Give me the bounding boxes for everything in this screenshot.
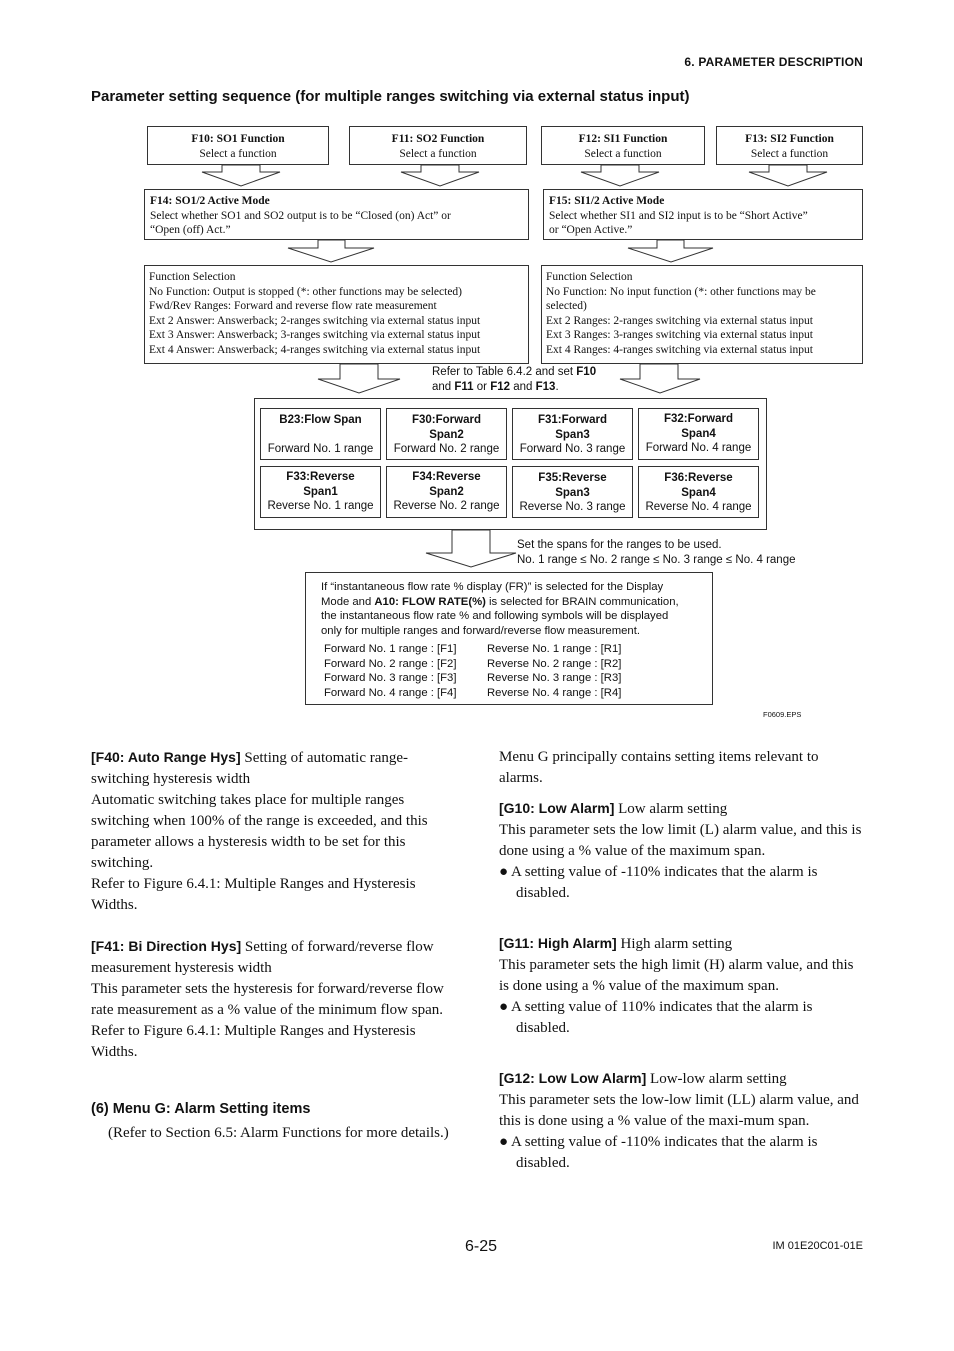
refer-note-text: and: [432, 380, 455, 393]
arrow-f12: [581, 165, 659, 186]
arrow-spans: [426, 530, 516, 567]
span-cell-f33: [260, 466, 381, 518]
g11-body: This parameter sets the high limit (H) alarm value, and this is done using a % value of the maximum span.: [499, 957, 854, 994]
function-selection-output-box: [144, 265, 529, 364]
f10-desc: Select a function: [199, 147, 277, 160]
f13-code: F13: SI2 Function: [745, 133, 834, 145]
bullet-icon: ●: [499, 999, 509, 1015]
span-code-2: Span2: [429, 428, 464, 441]
f13-desc: Select a function: [750, 147, 829, 160]
g10-body: This parameter sets the low limit (L) alarm value, and this is done using a % value of the maximum span.: [499, 822, 862, 859]
arrow-f15: [628, 240, 713, 262]
span-desc: Reverse No. 4 range: [645, 501, 752, 513]
arrow-f11: [401, 165, 479, 186]
f15-desc-line2: or “Open Active.”: [549, 224, 633, 236]
g10-keyword: [G10: Low Alarm]: [499, 800, 615, 816]
g11-title: High alarm setting: [616, 936, 733, 952]
span-note-line: Set the spans for the ranges to be used.: [517, 539, 722, 551]
span-note-line: No. 1 range ≤ No. 2 range ≤ No. 3 range ≤ No. 4 range: [517, 553, 796, 566]
fs-right-line: Ext 4 Ranges: 4-ranges switching via external status input: [546, 343, 813, 356]
refer-note-param: F10: [576, 366, 597, 378]
f14-desc-line1: Select whether SO1 and SO2 output is to be “Closed (on) Act” or: [150, 209, 451, 222]
span-desc: Forward No. 1 range: [267, 443, 374, 455]
refer-note-text: and: [510, 380, 536, 393]
fr-reverse-list: [487, 642, 621, 700]
g11-note-text: A setting value of 110% indicates that the alarm is disabled.: [511, 999, 813, 1036]
span-code: F34:Reverse: [412, 471, 481, 483]
f10-code: F10: SO1 Function: [191, 133, 285, 145]
f14-desc-line2: “Open (off) Act.”: [150, 224, 231, 236]
function-selection-input-box: [541, 265, 863, 364]
fr-reverse-item: Reverse No. 2 range : [R2]: [487, 657, 622, 670]
section-header: 6. PARAMETER DESCRIPTION: [684, 55, 863, 69]
f13-box: [716, 126, 863, 165]
span-cell-f30: [386, 408, 507, 460]
fr-param: A10: FLOW RATE(%): [374, 595, 486, 608]
span-cell-b23: [260, 408, 381, 460]
span-desc: Forward No. 2 range: [393, 443, 500, 455]
refer-note-param: F11: [454, 380, 474, 393]
span-code-2: [261, 428, 380, 443]
span-desc: Forward No. 4 range: [645, 442, 752, 454]
span-cell-f32: [638, 408, 759, 460]
refer-note: [432, 365, 596, 394]
f11-desc: Select a function: [399, 147, 477, 160]
refer-note-param: F12: [490, 380, 511, 393]
g11-paragraph: [499, 933, 863, 955]
page-number: 6-25: [465, 1238, 498, 1255]
f40-body: Automatic switching takes place for multiple ranges switching when 100% of the range is exceeded, and this parameter allows a hysteresis width to be set for this switching.: [91, 792, 428, 871]
fs-right-line: No Function: No input function (*: other functions may be: [546, 285, 816, 298]
menu-g-heading: (6) Menu G: Alarm Setting items: [91, 1101, 311, 1117]
span-code: F35:Reverse: [538, 472, 607, 484]
refer-note-param: F13: [535, 380, 556, 393]
f15-box: [543, 189, 863, 240]
f40-title: Setting of automatic range-switching hysteresis width: [91, 750, 409, 787]
fr-line: If “instantaneous flow rate % display (FR)” is selected for the Display: [321, 581, 664, 593]
arrow-f14: [288, 240, 374, 262]
f12-box: [541, 126, 705, 165]
fr-reverse-item: Reverse No. 1 range : [R1]: [487, 643, 622, 655]
fs-left-line: Ext 4 Answer: Answerback; 4-ranges switching via external status input: [149, 343, 481, 356]
f14-code: F14: SO1/2 Active Mode: [150, 195, 270, 207]
f12-code: F12: SI1 Function: [578, 133, 668, 145]
fs-right-line: selected): [546, 300, 587, 312]
menu-g-intro: Menu G principally contains setting items relevant to alarms.: [499, 749, 819, 786]
span-order-note: [517, 538, 795, 567]
bullet-icon: ●: [499, 864, 509, 880]
fr-forward-item: Forward No. 3 range : [F3]: [324, 672, 457, 684]
fr-forward-item: Forward No. 4 range : [F4]: [324, 686, 457, 699]
span-code-2: Span3: [555, 486, 590, 499]
g12-body: This parameter sets the low-low limit (LL) alarm value, and this is done using a % value of the maxi-mum span.: [499, 1092, 859, 1129]
f41-title: Setting of forward/reverse flow measurement hysteresis width: [91, 939, 434, 976]
f40-reference: Refer to Figure 6.4.1: Multiple Ranges and Hysteresis Widths.: [91, 876, 416, 913]
f15-desc-line1: Select whether SI1 and SI2 input is to be “Short Active”: [549, 209, 808, 222]
span-desc: Reverse No. 2 range: [393, 500, 500, 512]
arrow-f13: [749, 165, 827, 186]
g10-paragraph: [499, 798, 863, 820]
arrow-f10: [202, 165, 280, 186]
fs-left-line: Fwd/Rev Ranges: Forward and reverse flow rate measurement: [149, 300, 437, 312]
refer-note-text: .: [555, 380, 559, 393]
g10-note-text: A setting value of -110% indicates that the alarm is disabled.: [511, 864, 818, 901]
fs-right-line: Function Selection: [546, 271, 633, 283]
fr-forward-item: Forward No. 2 range : [F2]: [324, 657, 457, 670]
bullet-icon: ●: [499, 1134, 509, 1150]
span-code-2: Span3: [555, 428, 590, 441]
fr-display-box: [305, 572, 713, 705]
span-cell-f35: [512, 466, 633, 518]
f40-paragraph: [91, 747, 457, 790]
f14-box: [144, 189, 529, 240]
f41-reference: Refer to Figure 6.4.1: Multiple Ranges and Hysteresis Widths.: [91, 1023, 416, 1060]
f10-box: [147, 126, 329, 165]
fs-left-line: Function Selection: [149, 271, 236, 283]
fs-right-line: Ext 3 Ranges: 3-ranges switching via external status input: [546, 329, 813, 341]
g11-note: [499, 997, 863, 1039]
refer-note-text: or: [473, 380, 491, 393]
f40-keyword: [F40: Auto Range Hys]: [91, 749, 241, 765]
fr-line: only for multiple ranges and forward/reverse flow measurement.: [321, 624, 640, 637]
g12-title: Low-low alarm setting: [646, 1071, 787, 1087]
f41-paragraph: [91, 936, 457, 979]
right-column: [499, 747, 863, 1174]
f41-body: This parameter sets the hysteresis for forward/reverse flow rate measurement as a % value of the minimum flow span.: [91, 981, 444, 1018]
span-desc: Reverse No. 1 range: [267, 500, 374, 512]
span-desc: Reverse No. 3 range: [519, 501, 626, 513]
f11-box: [349, 126, 527, 165]
fs-left-line: Ext 2 Answer: Answerback; 2-ranges switching via external status input: [149, 314, 481, 327]
span-code-2: Span4: [681, 486, 716, 499]
g12-note-text: A setting value of -110% indicates that the alarm is disabled.: [511, 1134, 818, 1171]
span-cell-f31: [512, 408, 633, 460]
span-code: F32:Forward: [663, 413, 733, 425]
span-code: F30:Forward: [411, 414, 481, 426]
span-desc: Forward No. 3 range: [519, 443, 626, 455]
span-code: F31:Forward: [537, 414, 607, 426]
fr-forward-item: Forward No. 1 range : [F1]: [324, 643, 457, 655]
f11-code: F11: SO2 Function: [391, 133, 485, 145]
fr-reverse-item: Reverse No. 3 range : [R3]: [487, 672, 622, 684]
g10-note: [499, 862, 863, 904]
span-cell-f34: [386, 466, 507, 518]
menu-g-reference: (Refer to Section 6.5: Alarm Functions for more details.): [108, 1125, 449, 1141]
arrow-fs-left: [318, 364, 400, 393]
f12-desc: Select a function: [584, 147, 662, 160]
g11-keyword: [G11: High Alarm]: [499, 935, 617, 951]
fs-right-line: Ext 2 Ranges: 2-ranges switching via external status input: [546, 314, 813, 327]
f15-code: F15: SI1/2 Active Mode: [549, 195, 665, 207]
refer-note-text: Refer to Table 6.4.2 and set: [432, 366, 577, 378]
span-code: B23:Flow Span: [279, 414, 362, 426]
span-code-2: Span4: [681, 427, 716, 440]
figure-id: F0609.EPS: [763, 710, 802, 719]
span-code: F36:Reverse: [664, 472, 733, 484]
fs-left-line: Ext 3 Answer: Answerback; 3-ranges switching via external status input: [149, 329, 481, 341]
span-code: F33:Reverse: [286, 471, 355, 483]
arrow-fs-right: [620, 364, 700, 393]
document-id: IM 01E20C01-01E: [772, 1240, 863, 1252]
fr-line: the instantaneous flow rate % and following symbols will be displayed: [321, 610, 669, 622]
fr-line: Mode and: [321, 595, 375, 608]
span-code-2: Span1: [303, 485, 338, 498]
span-code-2: Span2: [429, 485, 464, 498]
left-column: [91, 747, 457, 1144]
fr-line: is selected for BRAIN communication,: [485, 595, 679, 608]
g12-paragraph: [499, 1068, 863, 1090]
diagram-title: Parameter setting sequence (for multiple ranges switching via external status input): [91, 88, 690, 105]
g12-keyword: [G12: Low Low Alarm]: [499, 1070, 647, 1086]
span-cell-f36: [638, 466, 759, 518]
g10-title: Low alarm setting: [614, 801, 728, 817]
g12-note: [499, 1132, 863, 1174]
fs-left-line: No Function: Output is stopped (*: other functions may be selected): [149, 285, 462, 298]
fr-forward-list: [324, 642, 487, 700]
fr-reverse-item: Reverse No. 4 range : [R4]: [487, 686, 622, 699]
f41-keyword: [F41: Bi Direction Hys]: [91, 938, 242, 954]
